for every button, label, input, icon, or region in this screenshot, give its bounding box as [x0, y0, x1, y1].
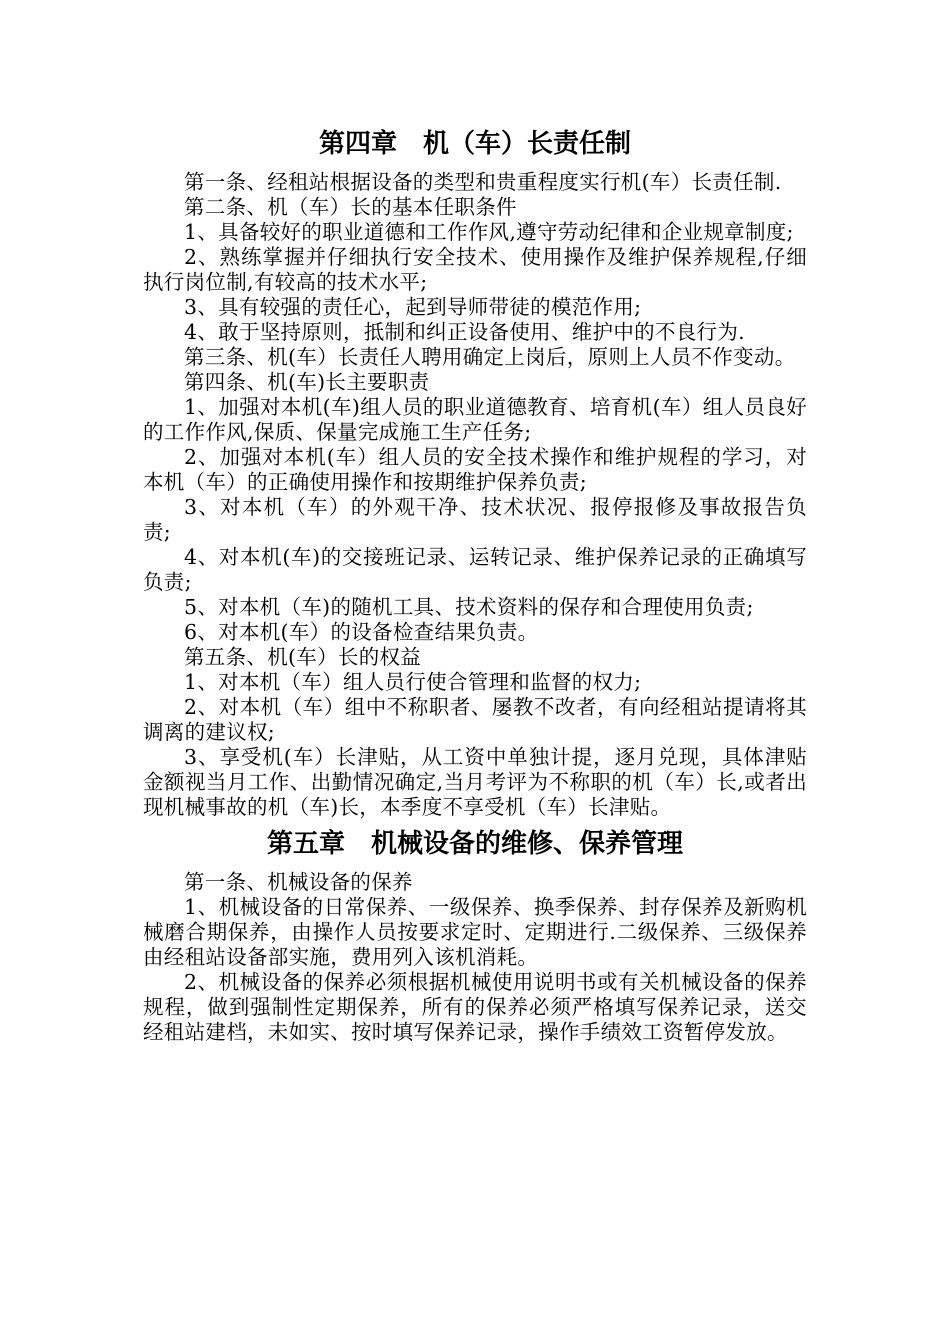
paragraph: 3、具有较强的责任心，起到导师带徒的模范作用; — [184, 295, 642, 319]
paragraph: 3、对本机（车）的外观干净、技术状况、报停报修及事故报告负责; — [143, 495, 807, 544]
document-page — [143, 128, 807, 1045]
paragraph: 1、具备较好的职业道德和工作作风,遵守劳动纪律和企业规章制度; — [184, 220, 794, 244]
paragraph: 1、加强对本机(车)组人员的职业道德教育、培育机(车）组人员良好的工作作风,保质、保量完成施工生产任务; — [143, 395, 807, 444]
paragraph: 5、对本机（车)的随机工具、技术资料的保存和合理使用负责; — [184, 595, 754, 619]
paragraph: 第二条、机（车）长的基本任职条件 — [184, 195, 517, 219]
paragraph: 第一条、经租站根据设备的类型和贵重程度实行机(车）长责任制. — [184, 170, 782, 194]
paragraph: 2、加强对本机(车）组人员的安全技术操作和维护规程的学习，对本机（车）的正确使用操作和按期维护保养负责; — [143, 445, 807, 494]
paragraph: 第五条、机(车）长的权益 — [184, 645, 422, 669]
chapter-4-title: 第四章 机（车）长责任制 — [318, 129, 631, 159]
paragraph: 2、熟练掌握并仔细执行安全技术、使用操作及维护保养规程,仔细执行岗位制,有较高的技术水平; — [143, 245, 807, 294]
paragraph: 1、机械设备的日常保养、一级保养、换季保养、封存保养及新购机械磨合期保养，由操作人员按要求定时、定期进行.二级保养、三级保养由经租站设备部实施，费用列入该机消耗。 — [143, 895, 807, 969]
paragraph: 4、敢于坚持原则，抵制和纠正设备使用、维护中的不良行为. — [184, 320, 745, 344]
chapter-5-title: 第五章 机械设备的维修、保养管理 — [266, 829, 683, 859]
paragraph: 6、对本机(车）的设备检查结果负责。 — [184, 620, 539, 644]
paragraph: 2、机械设备的保养必须根据机械使用说明书或有关机械设备的保养规程，做到强制性定期保养，所有的保养必须严格填写保养记录，送交经租站建档，未如实、按时填写保养记录，操作手绩效工资暂停发放。 — [143, 970, 807, 1044]
paragraph: 第一条、机械设备的保养 — [184, 870, 413, 894]
chapter-4-body — [143, 170, 807, 820]
paragraph: 3、享受机(车）长津贴，从工资中单独计提，逐月兑现，具体津贴金额视当月工作、出勤情况确定,当月考评为不称职的机（车）长,或者出现机械事故的机（车)长，本季度不享受机（车）长津贴。 — [143, 745, 807, 819]
paragraph: 第三条、机(车）长责任人聘用确定上岗后，原则上人员不作变动。 — [184, 345, 796, 369]
paragraph: 1、对本机（车）组人员行使合管理和监督的权力; — [184, 670, 642, 694]
paragraph: 第四条、机(车)长主要职责 — [184, 370, 430, 394]
chapter-5-body — [143, 870, 807, 1045]
paragraph: 4、对本机(车)的交接班记录、运转记录、维护保养记录的正确填写负责; — [143, 545, 807, 594]
paragraph: 2、对本机（车）组中不称职者、屡教不改者，有向经租站提请将其调离的建议权; — [143, 695, 807, 744]
